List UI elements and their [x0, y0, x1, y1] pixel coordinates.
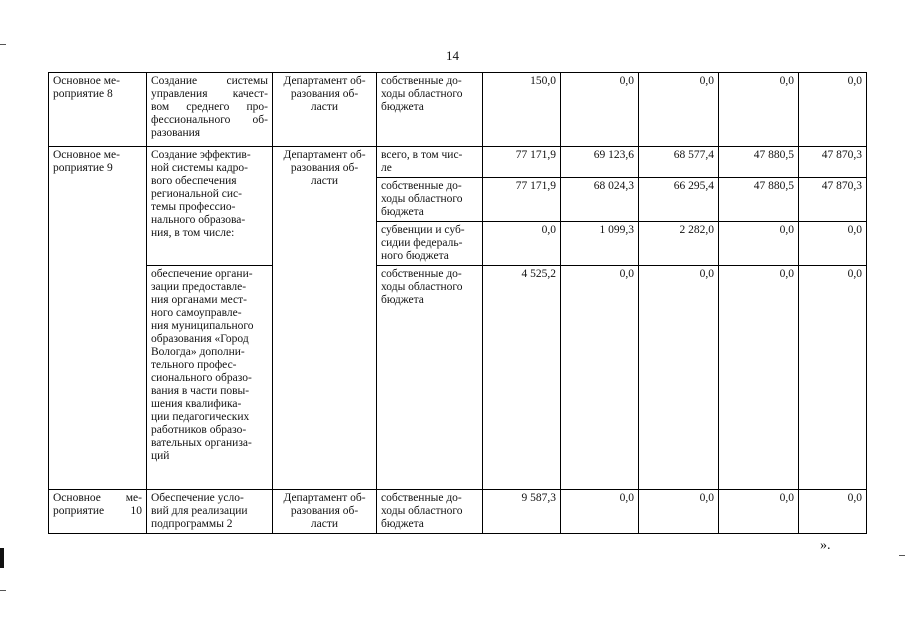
activity-cell: Основное ме- роприятие 9 [49, 147, 147, 490]
amount-cell: 4 525,2 [483, 266, 561, 490]
amount-cell: 0,0 [719, 266, 799, 490]
funding-source-cell: всего, в том чис- ле [377, 147, 483, 178]
executor-cell: Департамент об- разования об- ласти [273, 490, 377, 534]
amount-cell: 66 295,4 [639, 178, 719, 222]
amount-cell: 0,0 [639, 490, 719, 534]
funding-source-cell: собственные до- ходы областного бюджета [377, 490, 483, 534]
page-number: 14 [446, 48, 459, 63]
amount-cell: 150,0 [483, 73, 561, 147]
amount-cell: 0,0 [719, 73, 799, 147]
amount-cell: 0,0 [799, 490, 867, 534]
amount-cell: 0,0 [799, 73, 867, 147]
executor-cell: Департамент об- разования об- ласти [273, 147, 377, 490]
amount-cell: 68 577,4 [639, 147, 719, 178]
amount-cell: 47 870,3 [799, 178, 867, 222]
amount-cell: 0,0 [639, 73, 719, 147]
amount-cell: 0,0 [719, 490, 799, 534]
activity-cell: Основное ме- роприятие 10 [49, 490, 147, 534]
amount-cell: 0,0 [483, 222, 561, 266]
scan-edge-mark [899, 555, 905, 556]
amount-cell: 9 587,3 [483, 490, 561, 534]
amount-cell: 69 123,6 [561, 147, 639, 178]
activity-cell: Основное ме- роприятие 8 [49, 73, 147, 147]
amount-cell: 77 171,9 [483, 178, 561, 222]
amount-cell: 0,0 [639, 266, 719, 490]
description-cell: Создание эффектив- ной системы кадро- вого обеспечения региональной сис- темы профессио- нального образова- ния, в том числе: [147, 147, 273, 266]
amount-cell: 0,0 [561, 490, 639, 534]
amount-cell: 0,0 [719, 222, 799, 266]
funding-source-cell: субвенции и суб- сидии федераль- ного бюджета [377, 222, 483, 266]
amount-cell: 1 099,3 [561, 222, 639, 266]
scan-edge-mark [0, 590, 6, 591]
amount-cell: 0,0 [799, 266, 867, 490]
amount-cell: 0,0 [799, 222, 867, 266]
funding-source-cell: собственные до- ходы областного бюджета [377, 178, 483, 222]
amount-cell: 47 870,3 [799, 147, 867, 178]
amount-cell: 47 880,5 [719, 178, 799, 222]
scan-edge-mark [0, 548, 4, 568]
description-cell: Создание системы управления качест- вом среднего про- фессионального об- разования [147, 73, 273, 147]
funding-source-cell: собственные до- ходы областного бюджета [377, 266, 483, 490]
closing-quote-mark: ». [820, 538, 831, 553]
budget-table [48, 72, 867, 534]
funding-source-cell: собственные до- ходы областного бюджета [377, 73, 483, 147]
table-row [49, 490, 867, 534]
amount-cell: 47 880,5 [719, 147, 799, 178]
amount-cell: 0,0 [561, 266, 639, 490]
description-cell: Обеспечение усло- вий для реализации подпрограммы 2 [147, 490, 273, 534]
amount-cell: 0,0 [561, 73, 639, 147]
amount-cell: 77 171,9 [483, 147, 561, 178]
table-row [49, 73, 867, 147]
executor-cell: Департамент об- разования об- ласти [273, 73, 377, 147]
scan-edge-mark [0, 44, 6, 45]
amount-cell: 68 024,3 [561, 178, 639, 222]
table-row [49, 147, 867, 178]
table-row [49, 266, 867, 490]
amount-cell: 2 282,0 [639, 222, 719, 266]
description-cell: обеспечение органи- зации предоставле- ния органами мест- ного самоуправле- ния муниципального образования «Город Вологда» дополни- тельного профес- сионального образо- вания в части повы- шения квалифика- ции педагогических работников образо- вательных организа- ций [147, 266, 273, 490]
